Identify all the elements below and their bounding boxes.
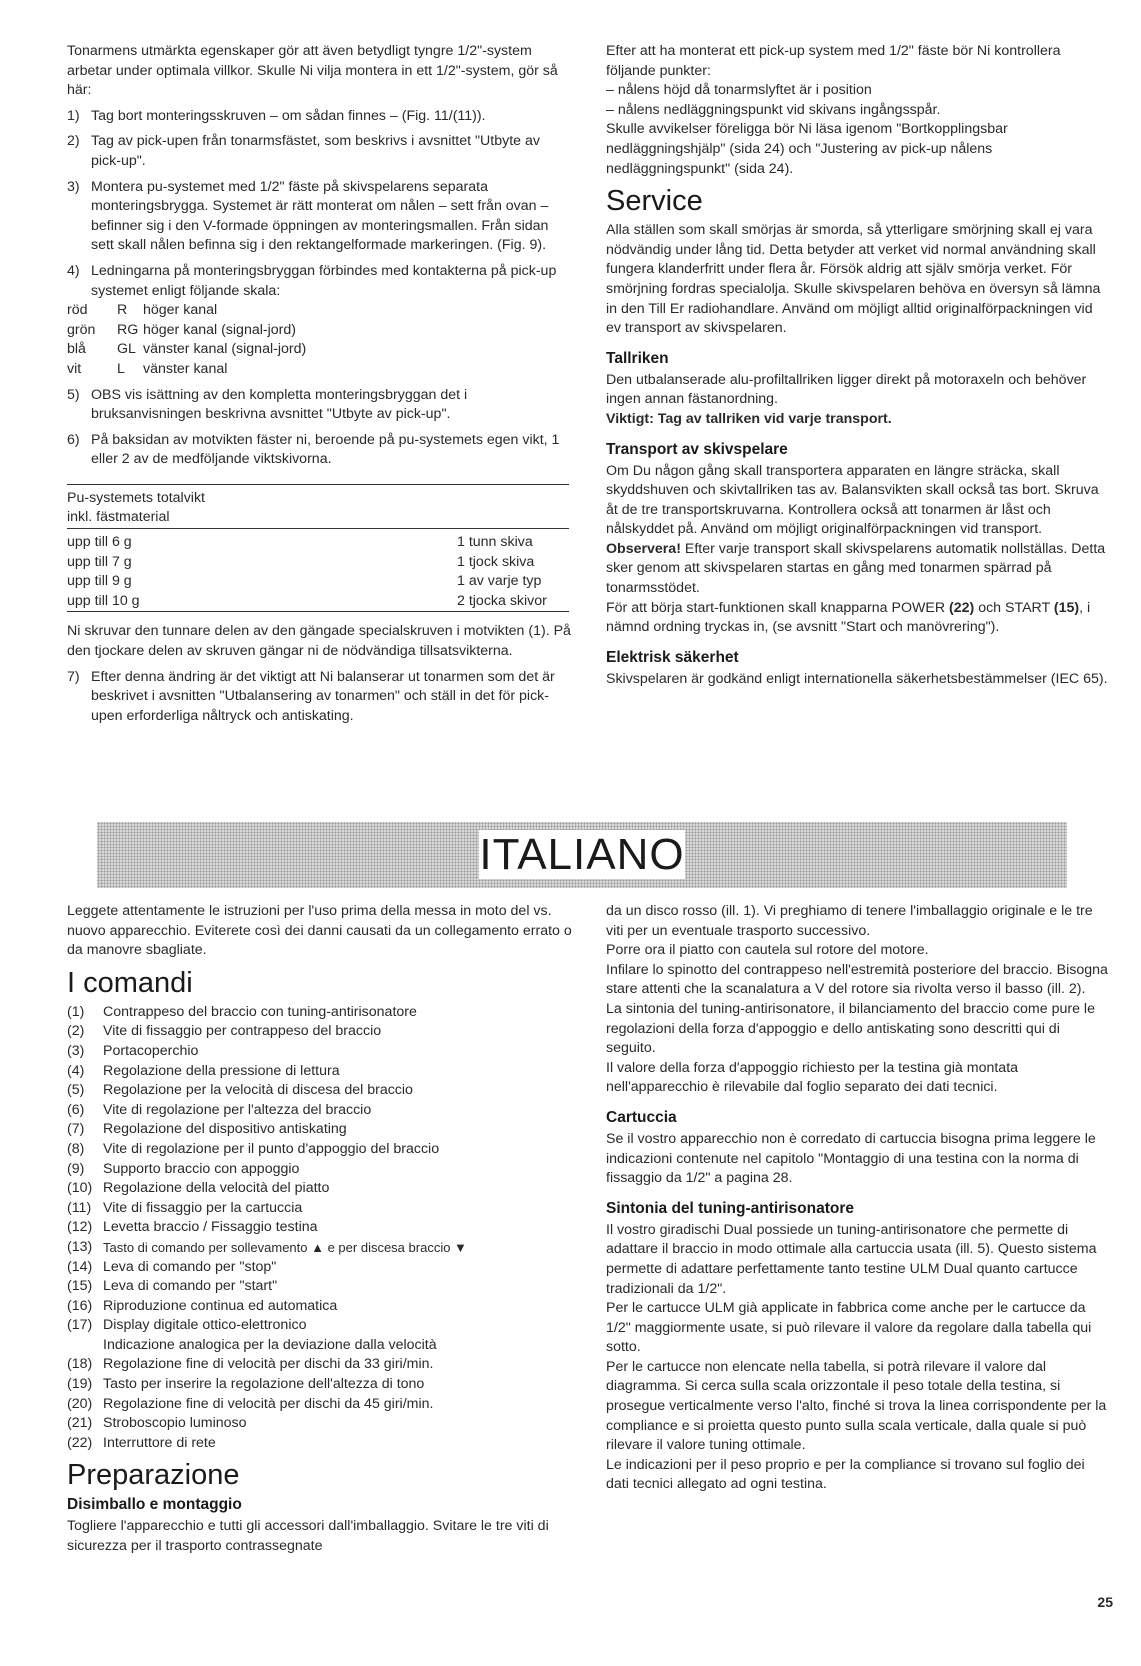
preparazione-heading: Preparazione <box>67 1459 240 1492</box>
list-item: Supporto braccio con appoggio <box>103 1160 300 1177</box>
list-item: Regolazione della pressione di lettura <box>103 1062 340 1079</box>
table-row: upp till 9 g 1 av varje typ <box>67 573 542 590</box>
page-number: 25 <box>1097 1594 1113 1610</box>
transport-paragraph: Om Du någon gång skall transportera apparaten en längre sträcka, skall skyddshuven och skivtallriken tas av. Balansvikten skall också tas bort. Skruva åt de tre transportskruvarna. Kontrollera också att tonarmen är låst och nålskyddet på. Använd om möjligt originalförpackningen vid transport. <box>606 462 1099 538</box>
step-1: 1) Tag bort monteringsskruven – om sådan finnes – (Fig. 11/(11)). <box>67 107 486 124</box>
list-item: Regolazione fine di velocità per dischi da 45 giri/min. <box>103 1395 434 1412</box>
swedish-right-column <box>606 42 1111 695</box>
tallriken-paragraph: Den utbalanserade alu-profiltallriken ligger direkt på motoraxeln och behöver ingen annan fästanordning. <box>606 371 1087 408</box>
transport-heading: Transport av skivspelare <box>606 440 788 458</box>
wire-code: R <box>117 302 128 319</box>
italian-right-column <box>606 902 1111 1501</box>
start-paragraph: För att börja start-funktionen skall knapparna POWER (22) och START (15), i nämnd ordning tryckas in, (se avsnitt "Start och manövrering"). <box>606 599 1091 636</box>
list-item: Display digitale ottico-elettronico <box>103 1317 307 1334</box>
wire-color: blå <box>67 341 86 358</box>
sintonia-heading: Sintonia del tuning-antirisonatore <box>606 1199 854 1217</box>
check-item: – nålens nedläggningspunkt vid skivans ingångsspår. <box>606 101 941 118</box>
list-item: Vite di fissaggio per contrappeso del braccio <box>103 1023 382 1040</box>
wire-code: RG <box>117 321 139 338</box>
sintonia-paragraph: Il vostro giradischi Dual possiede un tuning-antirisonatore che permette di adattare il braccio in modo ottimale alla cartuccia usata (ill. 5). Questo sistema permette di adattare perfettamente tanto testine ULM Dual quanto cartucce tradizionali da 1/2". <box>606 1221 1097 1297</box>
list-item: Vite di regolazione per l'altezza del braccio <box>103 1101 372 1118</box>
italiano-banner <box>97 822 1067 888</box>
list-item: Tasto per inserire la regolazione dell'altezza di tono <box>103 1376 425 1393</box>
table-row: upp till 10 g 2 tjocka skivor <box>67 592 569 613</box>
paragraph: Infilare lo spinotto del contrappeso nell'estremità posteriore del braccio. Bisogna stare attenti che la scanalatura a V del rotore sia rivolta verso il basso (ill. 2). <box>606 961 1108 998</box>
wire-code: L <box>117 360 125 377</box>
list-item: Vite di regolazione per il punto d'appoggio del braccio <box>103 1140 440 1157</box>
weight-table-header: Pu-systemets totalvikt inkl. fästmaterial <box>67 485 569 529</box>
weight-table <box>67 484 569 613</box>
step-7: 7) Efter denna ändring är det viktigt att Ni balanserar ut tonarmen som det är beskrivet i avsnitten "Utbalansering av tonarmen" och ställ in det för pick-upen erforderliga nåltryck och antiskating. <box>67 668 555 724</box>
paragraph: da un disco rosso (ill. 1). Vi preghiamo di tenere l'imballaggio originale e le tre viti per un eventuale trasporto successivo. <box>606 903 1093 939</box>
list-item: Contrappeso del braccio con tuning-antirisonatore <box>103 1003 417 1020</box>
list-item: Levetta braccio / Fissaggio testina <box>103 1219 318 1236</box>
swedish-left-column <box>67 42 572 732</box>
after-table-paragraph: Ni skruvar den tunnare delen av den gängade specialskruven i motvikten (1). På den tjockare delen av skruven gängar ni de nödvändiga tillsatsvikterna. <box>67 623 571 660</box>
wire-color: röd <box>67 302 88 319</box>
list-item: Vite di fissaggio per la cartuccia <box>103 1199 303 1216</box>
list-item: Interruttore di rete <box>103 1434 216 1451</box>
observera-paragraph: Observera! Efter varje transport skall skivspelarens automatik nollställas. Detta sker genom att skivspelaren startas en gång med tonarmen spärrad på tonarmsstödet. <box>606 540 1106 597</box>
sintonia-paragraph: Per le cartucce ULM già applicate in fabbrica come anche per le cartucce da 1/2" maggiormente usate, si può rilevare il valore da regolare dalla tabella qui sotto. <box>606 1300 1092 1356</box>
wire-color: grön <box>67 321 96 338</box>
list-item: Tasto di comando per sollevamento ▲ e per discesa braccio ▼ <box>103 1239 467 1255</box>
list-item: Regolazione fine di velocità per dischi da 33 giri/min. <box>103 1356 434 1373</box>
step-2: 2) Tag av pick-upen från tonarmsfästet, som beskrivs i avsnittet "Utbyte av pick-up". <box>67 133 540 169</box>
table-row: upp till 7 g 1 tjock skiva <box>67 553 535 570</box>
list-item: Regolazione della velocità del piatto <box>103 1180 330 1197</box>
tallriken-heading: Tallriken <box>606 349 669 367</box>
cartuccia-heading: Cartuccia <box>606 1108 677 1126</box>
step-3: 3) Montera pu-systemet med 1/2" fäste på skivspelarens separata monteringsbrygga. Systemet är rätt monterat om nålen – sett från ovan – befinner sig i den V-formade öppningen av monteringsmallen. Från sidan sett skall nålen befinna sig i den rektangelformade markeringen. (Fig. 9). <box>67 178 549 254</box>
disimballo-heading: Disimballo e montaggio <box>67 1496 242 1514</box>
wire-desc: vänster kanal (signal-jord) <box>143 341 307 358</box>
step-6: 6) På baksidan av motvikten fäster ni, beroende på pu-systemets egen vikt, 1 eller 2 av de medföljande viktskivorna. <box>67 431 560 468</box>
elektrisk-heading: Elektrisk säkerhet <box>606 648 739 666</box>
list-item: Regolazione per la velocità di discesa del braccio <box>103 1082 413 1099</box>
controls-list: (1) Contrappeso del braccio con tuning-antirisonatore (2) Vite di fissaggio per contrappeso del braccio (3) Portacoperchio (4) Regolazione della pressione di lettura (5) Regolazione per la velocità di discesa del braccio (6) Vite di regolazione per l'altezza del braccio (7) Regolazione del dispositivo antiskating (8) Vite di regolazione per il punto d'appoggio del braccio (9) Supporto braccio con appoggio (10) Regolazione della velocità del piatto (11) Vite di fissaggio per la cartuccia (12) Levetta braccio / Fissaggio testina (13) Tasto di comando per sollevamento ▲ e per discesa braccio ▼ (14) Leva di comando per "stop" (15) Leva di comando per "start" (16) Riproduzione continua ed automatica (17) Display digitale ottico-elettronico Indicazione analogica per la deviazione dalla velocità (18) Regolazione fine di velocità per dischi da 33 giri/min. (19) Tasto per inserire la regolazione dell'altezza di tono (20) Regolazione fine di velocità per dischi da 45 giri/min. (21) Stroboscopio luminoso (22) Interruttore di rete <box>67 1003 572 1454</box>
wire-code: GL <box>117 341 136 358</box>
list-item: Portacoperchio <box>103 1042 199 1059</box>
wire-color-list <box>67 301 572 379</box>
table-row: upp till 6 g 1 tunn skiva <box>67 534 533 551</box>
wire-desc: höger kanal <box>143 302 218 319</box>
paragraph: Porre ora il piatto con cautela sul rotore del motore. <box>606 942 929 959</box>
list-item: Stroboscopio luminoso <box>103 1415 247 1432</box>
comandi-heading: I comandi <box>67 966 193 999</box>
list-item: Leva di comando per "start" <box>103 1278 278 1295</box>
wire-color: vit <box>67 360 82 377</box>
elektrisk-paragraph: Skivspelaren är godkänd enligt internationella säkerhetsbestämmelser (IEC 65). <box>606 670 1108 687</box>
step-4: 4) Ledningarna på monteringsbryggan förbindes med kontakterna på pick-up systemet enligt följande skala: <box>67 262 557 299</box>
list-item: Riproduzione continua ed automatica <box>103 1297 338 1314</box>
intro-paragraph: Tonarmens utmärkta egenskaper gör att även betydligt tyngre 1/2"-system arbetar under optimala villkor. Skulle Ni vilja montera in ett 1/2"-system, gör så här: <box>67 43 558 99</box>
check-intro: Efter att ha monterat ett pick-up system med 1/2" fäste bör Ni kontrollera följande punkter: <box>606 43 1061 79</box>
cartuccia-paragraph: Se il vostro apparecchio non è corredato di cartuccia bisogna prima leggere le indicazioni contenute nel capitolo "Montaggio di una testina con la norma di fissaggio da 1/2" a pagina 28. <box>606 1130 1096 1187</box>
paragraph: La sintonia del tuning-antirisonatore, il bilanciamento del braccio come pure le regolazioni della forza d'appoggio e dello antiskating sono descritti qui di seguito. <box>606 1000 1095 1057</box>
disimballo-paragraph: Togliere l'apparecchio e tutti gli accessori dall'imballaggio. Svitare le tre viti di sicurezza per il trasporto contrassegnate <box>67 1518 549 1555</box>
step-5: 5) OBS vis isättning av den kompletta monteringsbryggan det i bruksanvisningen beskrivna avsnittet "Utbyte av pick-up". <box>67 386 468 423</box>
italian-intro: Leggete attentamente le istruzioni per l'uso prima della messa in moto del vs. nuovo apparecchio. Eviterete così dei danni causati da un collegamento errato o da manovre sbagliate. <box>67 903 572 959</box>
list-item: Indicazione analogica per la deviazione dalla velocità <box>103 1336 437 1353</box>
check-item: – nålens höjd då tonarmslyftet är i position <box>606 82 872 99</box>
deviation-note: Skulle avvikelser föreligga bör Ni läsa igenom "Bortkopplingsbar nedläggningshjälp" (sida 24) och "Justering av pick-up nålens nedläggningspunkt" (sida 24). <box>606 121 1008 177</box>
sintonia-paragraph: Le indicazioni per il peso proprio e per la compliance si trovano sul foglio dei dati tecnici allegato ad ogni testina. <box>606 1456 1085 1493</box>
sintonia-paragraph: Per le cartucce non elencate nella tabella, si potrà rilevare il valore dal diagramma. Si cerca sulla scala orizzontale il peso totale della testina, si prosegue verticalmente verso l'alto, finché si trova la linea corrispondente per la compliance e si proietta questo punto sulla scala verticale, dalla quale si può rilevare il valore tuning ottimale. <box>606 1358 1107 1454</box>
service-heading: Service <box>606 185 703 218</box>
italian-left-column <box>67 902 572 1563</box>
tallriken-warning: Viktigt: Tag av tallriken vid varje transport. <box>606 410 892 427</box>
service-paragraph: Alla ställen som skall smörjas är smorda, så ytterligare smörjning skall ej vara nödvändig under lång tid. Detta betyder att verket vid normal användning skall fungera klanderfritt under flera år. Försök aldrig att själv smörja verket. För smörjning fordras specialolja. Skulle skivspelaren behöva en översyn så lämna in den Till Er radiohandlare. Använd om möjligt alltid originalförpackningen vid ev transport av skivspelaren. <box>606 222 1101 337</box>
paragraph: Il valore della forza d'appoggio richiesto per la testina già montata nell'apparecchio è rilevabile dal foglio separato dei dati tecnici. <box>606 1059 1019 1096</box>
wire-desc: höger kanal (signal-jord) <box>143 321 296 338</box>
list-item: Leva di comando per "stop" <box>103 1258 277 1275</box>
list-item: Regolazione del dispositivo antiskating <box>103 1121 347 1138</box>
banner-title: ITALIANO <box>479 830 685 879</box>
wire-desc: vänster kanal <box>143 360 228 377</box>
